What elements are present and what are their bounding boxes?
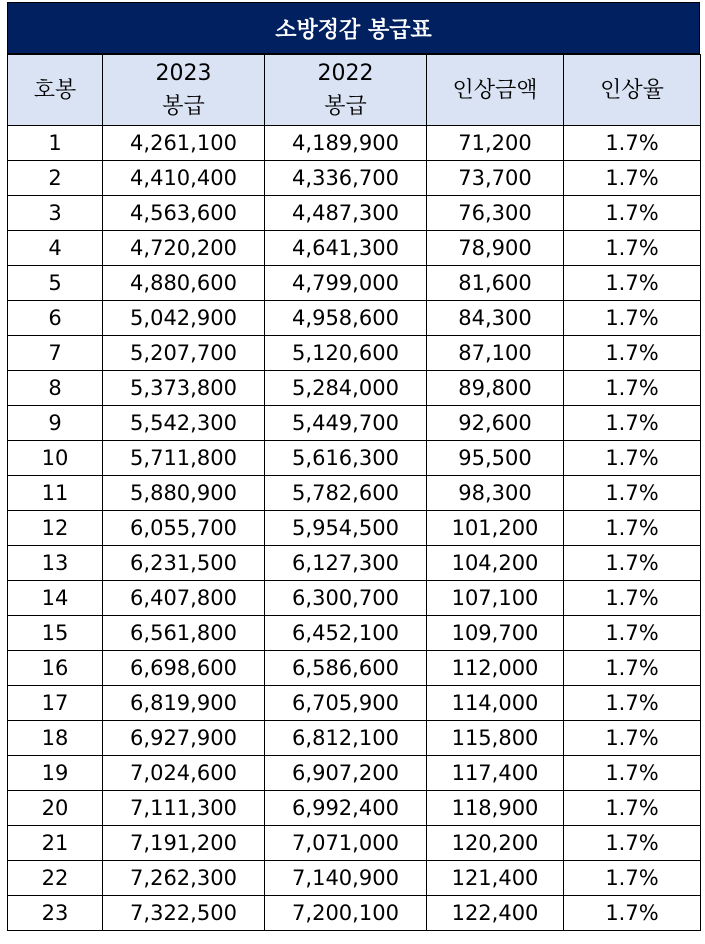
table-row: [8, 371, 701, 406]
cell-raise-rate: 1.7%: [564, 616, 701, 651]
cell-grade: 2: [8, 161, 103, 196]
header-2022-label: 봉급: [324, 94, 367, 119]
cell-raise-rate: 1.7%: [564, 686, 701, 721]
cell-raise-amount: 73,700: [427, 161, 564, 196]
cell-raise-amount: 78,900: [427, 231, 564, 266]
header-grade: 호봉: [8, 55, 103, 126]
table-row: [8, 266, 701, 301]
cell-raise-amount: 71,200: [427, 126, 564, 161]
cell-raise-rate: 1.7%: [564, 336, 701, 371]
table-row: [8, 826, 701, 861]
cell-2023-salary: 7,322,500: [103, 896, 265, 931]
cell-raise-rate: 1.7%: [564, 266, 701, 301]
table-row: [8, 756, 701, 791]
header-2022-salary: [265, 55, 427, 126]
cell-raise-amount: 104,200: [427, 546, 564, 581]
cell-raise-rate: 1.7%: [564, 161, 701, 196]
cell-raise-amount: 120,200: [427, 826, 564, 861]
cell-raise-rate: 1.7%: [564, 126, 701, 161]
cell-raise-amount: 115,800: [427, 721, 564, 756]
cell-2023-salary: 6,231,500: [103, 546, 265, 581]
cell-2023-salary: 5,207,700: [103, 336, 265, 371]
cell-raise-amount: 107,100: [427, 581, 564, 616]
cell-raise-rate: 1.7%: [564, 791, 701, 826]
cell-2023-salary: 4,563,600: [103, 196, 265, 231]
cell-grade: 9: [8, 406, 103, 441]
cell-grade: 17: [8, 686, 103, 721]
cell-2023-salary: 6,698,600: [103, 651, 265, 686]
table-row: [8, 231, 701, 266]
cell-2023-salary: 6,407,800: [103, 581, 265, 616]
cell-grade: 5: [8, 266, 103, 301]
table-row: [8, 896, 701, 931]
cell-grade: 14: [8, 581, 103, 616]
cell-2022-salary: 6,812,100: [265, 721, 427, 756]
table-row: [8, 861, 701, 896]
table-row: [8, 546, 701, 581]
header-2023-label: 봉급: [162, 94, 205, 119]
table-row: [8, 721, 701, 756]
cell-2022-salary: 6,705,900: [265, 686, 427, 721]
cell-2022-salary: 6,300,700: [265, 581, 427, 616]
cell-2023-salary: 5,880,900: [103, 476, 265, 511]
cell-grade: 15: [8, 616, 103, 651]
cell-2022-salary: 6,127,300: [265, 546, 427, 581]
cell-2022-salary: 4,336,700: [265, 161, 427, 196]
cell-grade: 18: [8, 721, 103, 756]
table-row: [8, 301, 701, 336]
cell-raise-amount: 109,700: [427, 616, 564, 651]
table-row: [8, 441, 701, 476]
cell-grade: 12: [8, 511, 103, 546]
cell-2022-salary: 4,189,900: [265, 126, 427, 161]
cell-2022-salary: 7,200,100: [265, 896, 427, 931]
cell-2023-salary: 6,055,700: [103, 511, 265, 546]
cell-2022-salary: 5,616,300: [265, 441, 427, 476]
cell-grade: 16: [8, 651, 103, 686]
table-row: [8, 511, 701, 546]
cell-grade: 20: [8, 791, 103, 826]
cell-raise-amount: 121,400: [427, 861, 564, 896]
table-row: [8, 616, 701, 651]
cell-grade: 22: [8, 861, 103, 896]
cell-2023-salary: 7,262,300: [103, 861, 265, 896]
table-row: [8, 686, 701, 721]
cell-grade: 19: [8, 756, 103, 791]
table-body: [8, 126, 701, 931]
cell-raise-amount: 76,300: [427, 196, 564, 231]
table-row: [8, 651, 701, 686]
cell-2023-salary: 5,373,800: [103, 371, 265, 406]
cell-raise-amount: 95,500: [427, 441, 564, 476]
cell-grade: 7: [8, 336, 103, 371]
cell-raise-rate: 1.7%: [564, 896, 701, 931]
table-header: [8, 55, 701, 126]
cell-grade: 13: [8, 546, 103, 581]
cell-2023-salary: 6,819,900: [103, 686, 265, 721]
header-raise-rate: 인상율: [564, 55, 701, 126]
cell-2023-salary: 7,024,600: [103, 756, 265, 791]
cell-2022-salary: 6,907,200: [265, 756, 427, 791]
cell-raise-amount: 118,900: [427, 791, 564, 826]
cell-raise-amount: 84,300: [427, 301, 564, 336]
cell-2022-salary: 4,799,000: [265, 266, 427, 301]
cell-2022-salary: 6,992,400: [265, 791, 427, 826]
table-row: [8, 196, 701, 231]
cell-2023-salary: 7,191,200: [103, 826, 265, 861]
cell-2023-salary: 4,261,100: [103, 126, 265, 161]
cell-2022-salary: 5,120,600: [265, 336, 427, 371]
cell-2023-salary: 4,410,400: [103, 161, 265, 196]
cell-2022-salary: 6,452,100: [265, 616, 427, 651]
table-row: [8, 581, 701, 616]
cell-2022-salary: 5,449,700: [265, 406, 427, 441]
table-row: [8, 476, 701, 511]
table-row: [8, 406, 701, 441]
cell-raise-amount: 98,300: [427, 476, 564, 511]
cell-raise-rate: 1.7%: [564, 441, 701, 476]
cell-2023-salary: 5,042,900: [103, 301, 265, 336]
cell-2022-salary: 5,782,600: [265, 476, 427, 511]
cell-2022-salary: 4,641,300: [265, 231, 427, 266]
cell-raise-amount: 101,200: [427, 511, 564, 546]
table-row: [8, 336, 701, 371]
cell-raise-amount: 122,400: [427, 896, 564, 931]
cell-grade: 21: [8, 826, 103, 861]
header-2022-year: 2022: [317, 61, 374, 86]
cell-2022-salary: 4,487,300: [265, 196, 427, 231]
cell-2022-salary: 5,284,000: [265, 371, 427, 406]
cell-2023-salary: 4,720,200: [103, 231, 265, 266]
table-title: 소방정감 봉급표: [7, 2, 700, 54]
cell-raise-rate: 1.7%: [564, 196, 701, 231]
cell-raise-rate: 1.7%: [564, 231, 701, 266]
cell-raise-rate: 1.7%: [564, 651, 701, 686]
cell-2023-salary: 7,111,300: [103, 791, 265, 826]
cell-raise-rate: 1.7%: [564, 581, 701, 616]
cell-2022-salary: 5,954,500: [265, 511, 427, 546]
cell-raise-amount: 114,000: [427, 686, 564, 721]
cell-grade: 8: [8, 371, 103, 406]
cell-raise-rate: 1.7%: [564, 861, 701, 896]
table-row: [8, 126, 701, 161]
cell-2022-salary: 6,586,600: [265, 651, 427, 686]
cell-2023-salary: 4,880,600: [103, 266, 265, 301]
cell-raise-rate: 1.7%: [564, 301, 701, 336]
cell-raise-rate: 1.7%: [564, 756, 701, 791]
cell-raise-amount: 89,800: [427, 371, 564, 406]
cell-2023-salary: 6,561,800: [103, 616, 265, 651]
cell-raise-amount: 112,000: [427, 651, 564, 686]
cell-grade: 4: [8, 231, 103, 266]
cell-grade: 11: [8, 476, 103, 511]
header-raise-amount: 인상금액: [427, 55, 564, 126]
cell-raise-rate: 1.7%: [564, 546, 701, 581]
cell-raise-rate: 1.7%: [564, 721, 701, 756]
cell-grade: 3: [8, 196, 103, 231]
salary-table: [7, 54, 701, 931]
table-row: [8, 791, 701, 826]
cell-2022-salary: 7,140,900: [265, 861, 427, 896]
cell-raise-rate: 1.7%: [564, 511, 701, 546]
table-row: [8, 161, 701, 196]
cell-grade: 23: [8, 896, 103, 931]
cell-raise-amount: 81,600: [427, 266, 564, 301]
header-2023-year: 2023: [155, 61, 212, 86]
cell-grade: 6: [8, 301, 103, 336]
cell-grade: 10: [8, 441, 103, 476]
cell-raise-rate: 1.7%: [564, 371, 701, 406]
cell-raise-amount: 92,600: [427, 406, 564, 441]
header-row: [8, 55, 701, 126]
cell-grade: 1: [8, 126, 103, 161]
cell-raise-amount: 87,100: [427, 336, 564, 371]
cell-raise-rate: 1.7%: [564, 406, 701, 441]
cell-2023-salary: 5,711,800: [103, 441, 265, 476]
cell-2023-salary: 6,927,900: [103, 721, 265, 756]
cell-raise-amount: 117,400: [427, 756, 564, 791]
header-2023-salary: [103, 55, 265, 126]
cell-2022-salary: 4,958,600: [265, 301, 427, 336]
salary-table-container: [7, 2, 700, 931]
cell-raise-rate: 1.7%: [564, 476, 701, 511]
cell-2023-salary: 5,542,300: [103, 406, 265, 441]
cell-raise-rate: 1.7%: [564, 826, 701, 861]
cell-2022-salary: 7,071,000: [265, 826, 427, 861]
